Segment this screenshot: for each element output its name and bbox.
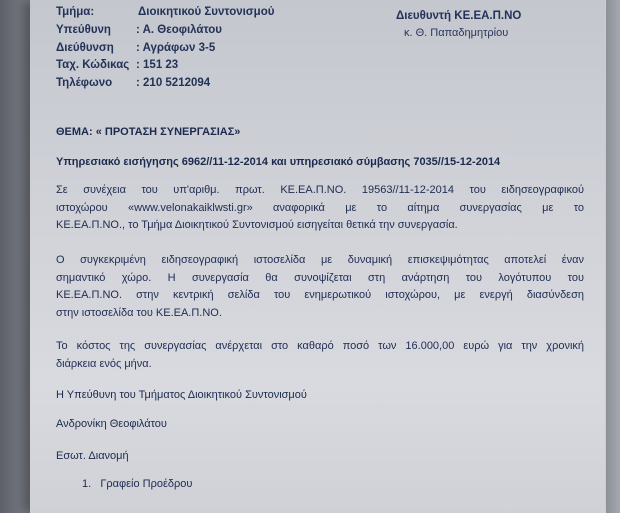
subject-line: ΘΕΜΑ: « ΠΡΟΤΑΣΗ ΣΥΝΕΡΓΑΣΙΑΣ»: [56, 126, 241, 138]
paragraph-1: [56, 182, 584, 235]
phone-label: Τηλέφωνο: [56, 77, 113, 89]
reference-line: Υπηρεσιακό εισήγησης 6962//11-12-2014 και υπηρεσιακό σύμβασης 7035//15-12-2014: [56, 156, 501, 168]
recipient-title: Διευθυντή ΚΕ.ΕΑ.Π.ΝΟ: [396, 10, 522, 22]
phone-value: : 210 5212094: [136, 77, 211, 89]
zip-label: Ταχ. Κώδικας: [56, 59, 130, 71]
distribution-item: 1. Γραφείο Προέδρου: [82, 478, 193, 490]
distribution-label: Εσωτ. Διανομή: [56, 450, 129, 462]
signoff-name: Ανδρονίκη Θεοφιλάτου: [56, 418, 167, 430]
addr-value: : Αγράφων 3-5: [136, 42, 216, 54]
recipient-name: κ. Θ. Παπαδημητρίου: [404, 27, 509, 39]
paragraph-3-line: Το κόστος της συνεργασίας ανέρχεται στο καθαρό ποσό των 16.000,00 ευρώ για την χρονική: [56, 340, 584, 352]
signoff-title: Η Υπεύθυνη του Τμήματος Διοικητικού Συντονισμού: [56, 389, 307, 401]
zip-value: : 151 23: [136, 59, 179, 71]
paragraph-1-line: ΚΕ.ΕΑ.Π.ΝΟ., το Τμήμα Διοικητικού Συντονισμού εισηγείται θετικά την συνεργασία.: [56, 219, 458, 231]
paragraph-2-line: σημαντικό χώρο. Η συνεργασία θα συνοψίζεται στη ανάρτηση του λογότυπου του: [56, 271, 584, 284]
resp-label: Υπεύθυνη: [56, 24, 111, 36]
paragraph-1-line: Σε συνέχεια του υπ'αριθμ. πρωτ. ΚΕ.ΕΑ.Π.ΝΟ. 19563//11-12-2014 του ειδησεογραφικού: [56, 184, 584, 196]
addr-label: Διεύθυνση: [56, 42, 114, 54]
paragraph-2-line: ΚΕ.ΕΑ.Π.ΝΟ. στην κεντρική σελίδα του ενημερωτικού ιστοχώρου, με ενεργή διασύνδεση: [56, 289, 584, 301]
resp-value: : Α. Θεοφιλάτου: [136, 24, 222, 36]
window-edge: [606, 0, 620, 513]
dept-value: Διοικητικού Συντονισμού: [138, 6, 275, 18]
paragraph-2: [56, 252, 584, 322]
paragraph-3: [56, 338, 584, 373]
dept-label: Τμήμα:: [56, 6, 95, 18]
paragraph-2-line: στην ιστοσελίδα του ΚΕ.ΕΑ.Π.ΝΟ.: [56, 306, 222, 319]
paragraph-3-line: διάρκεια ενός μήνα.: [56, 357, 152, 370]
paragraph-1-line: ιστοχώρου «www.velonakaiklwsti.gr» αναφορικά με το αίτημα συνεργασίας με το: [56, 201, 584, 214]
paragraph-2-line: Ο συγκεκριμένη ειδησεογραφική ιστοσελίδα με δυναμική επισκεψιμότητας αποτελεί έναν: [56, 254, 584, 266]
